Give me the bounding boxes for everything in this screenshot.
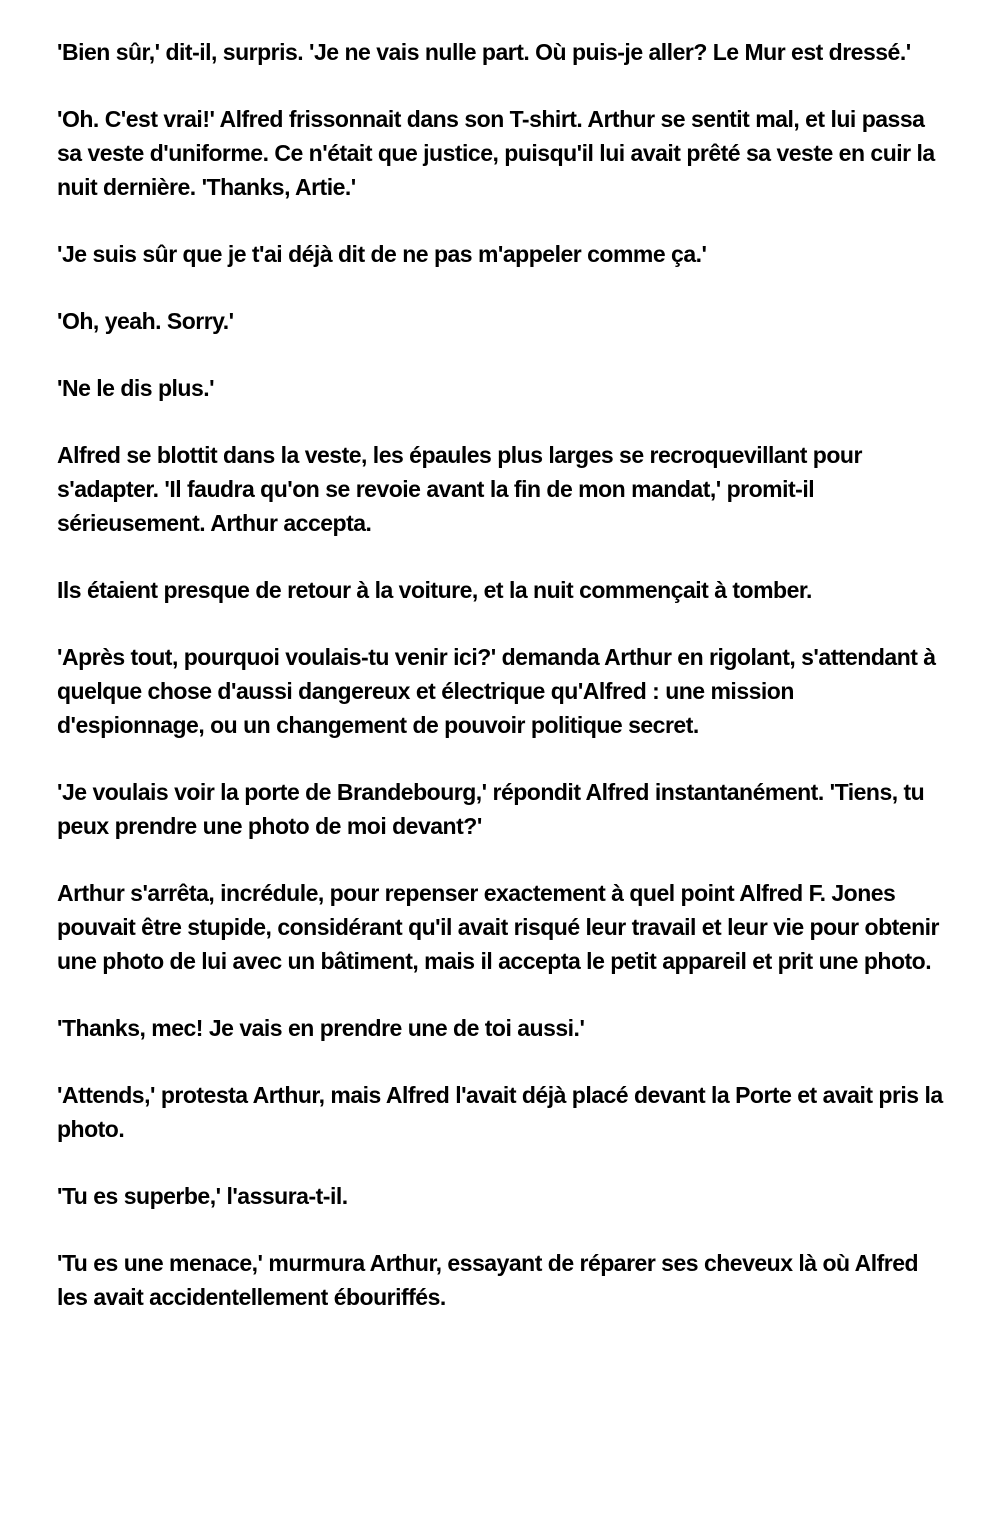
paragraph: Arthur s'arrêta, incrédule, pour repenser exactement à quel point Alfred F. Jones pouvait être stupide, considérant qu'il avait risqué leur travail et leur vie pour obtenir une photo de lui avec un bâtiment, mais il accepta le petit appareil et prit une photo. [57, 880, 945, 974]
paragraph: 'Tu es superbe,' l'assura-t-il. [57, 1183, 348, 1209]
paragraph: Alfred se blottit dans la veste, les épaules plus larges se recroquevillant pour s'adapter. 'Il faudra qu'on se revoie avant la fin de mon mandat,' promit-il sérieusement. Arthur accepta. [57, 442, 868, 536]
paragraph: 'Bien sûr,' dit-il, surpris. 'Je ne vais nulle part. Où puis-je aller? Le Mur est dressé.' [57, 39, 911, 65]
paragraph: 'Ne le dis plus.' [57, 375, 215, 401]
paragraph: Ils étaient presque de retour à la voiture, et la nuit commençait à tomber. [57, 577, 812, 603]
paragraph: 'Tu es une menace,' murmura Arthur, essayant de réparer ses cheveux là où Alfred les avait accidentellement ébouriffés. [57, 1250, 924, 1310]
paragraph: 'Attends,' protesta Arthur, mais Alfred l'avait déjà placé devant la Porte et avait pris la photo. [57, 1082, 949, 1142]
paragraph: 'Je voulais voir la porte de Brandebourg,' répondit Alfred instantanément. 'Tiens, tu peux prendre une photo de moi devant?' [57, 779, 931, 839]
paragraph: 'Après tout, pourquoi voulais-tu venir ici?' demanda Arthur en rigolant, s'attendant à quelque chose d'aussi dangereux et électrique qu'Alfred : une mission d'espionnage, ou un changement de pouvoir politique secret. [57, 644, 942, 738]
paragraph: 'Thanks, mec! Je vais en prendre une de toi aussi.' [57, 1015, 585, 1041]
paragraph: 'Oh. C'est vrai!' Alfred frissonnait dans son T-shirt. Arthur se sentit mal, et lui passa sa veste d'uniforme. Ce n'était que justice, puisqu'il lui avait prêté sa veste en cuir la nuit dernière. 'Thanks, Artie.' [57, 106, 941, 200]
paragraph: 'Je suis sûr que je t'ai déjà dit de ne pas m'appeler comme ça.' [57, 241, 707, 267]
paragraph: 'Oh, yeah. Sorry.' [57, 308, 234, 334]
